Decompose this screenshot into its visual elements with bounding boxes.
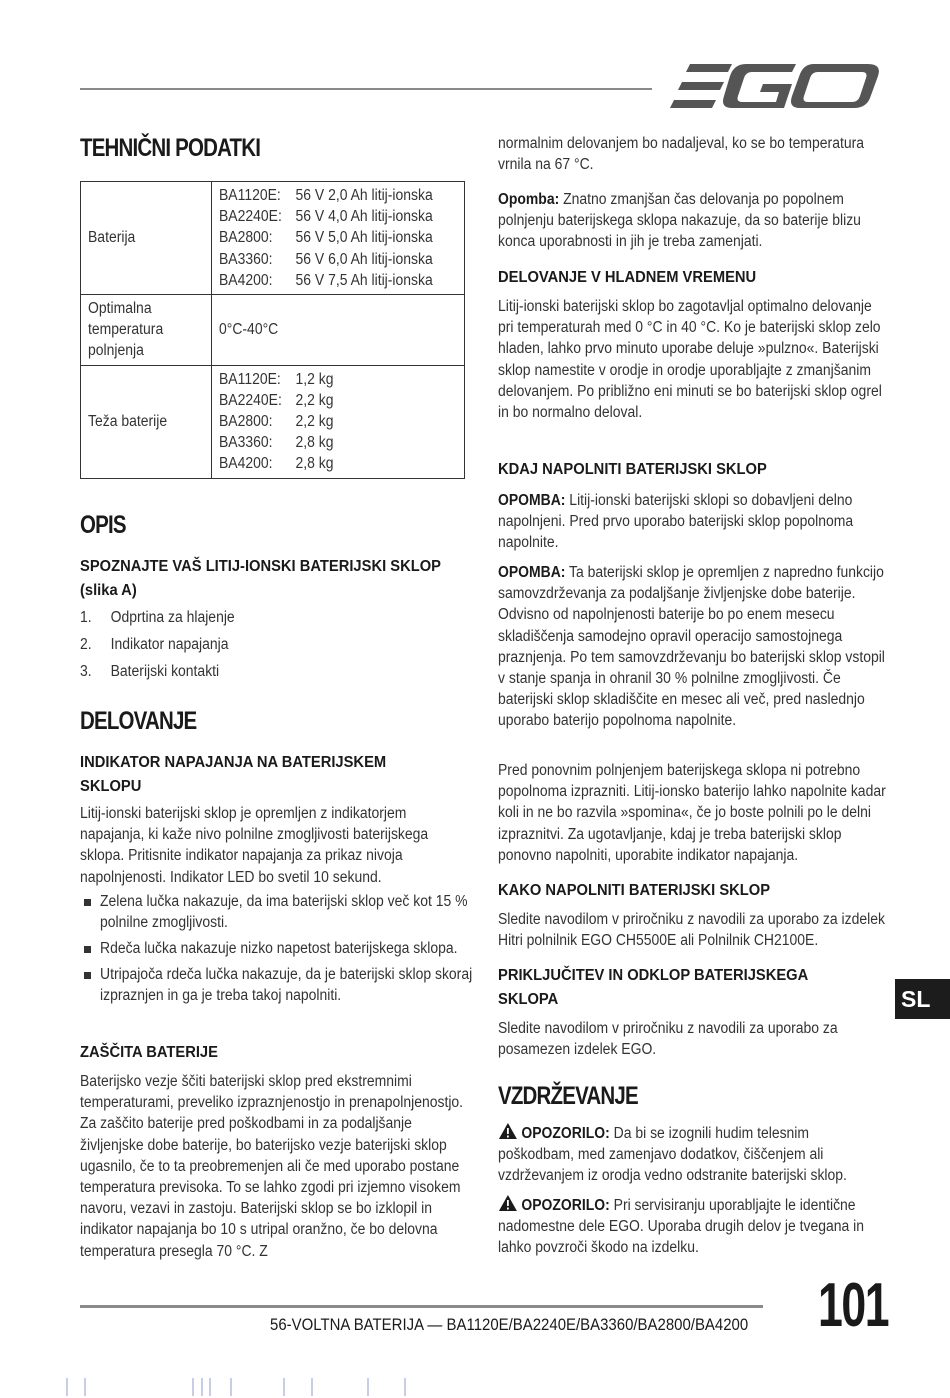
list-item: Rdeča lučka nakazuje nizko napetost baterijskega sklopa. xyxy=(80,938,472,959)
battery-spec: 56 V 4,0 Ah litij-ionska xyxy=(295,208,434,226)
weight-value: 1,2 kg xyxy=(295,370,334,388)
zascita-heading: ZAŠČITA BATERIJE xyxy=(80,1044,218,1061)
table-row xyxy=(81,182,465,295)
battery-spec: 56 V 5,0 Ah litij-ionska xyxy=(295,229,434,247)
battery-label: Baterija xyxy=(88,229,136,247)
kdaj-heading: KDAJ NAPOLNITI BATERIJSKI SKLOP xyxy=(498,461,767,478)
warning-2: OPOZORILO: Pri servisiranju uporabljajte le identične nadomestne dele EGO. Uporaba drugih delov je tvegana in lahko povzroči škodo na izdelku. xyxy=(498,1194,887,1259)
ponovno-text: Pred ponovnim polnjenjem baterijskega sklopa ni potrebno popolnoma izprazniti. Litij-ionsko baterijo lahko napolnite kadar koli in ne bo razvila »spomina«, če jo boste polnili po le delni izpraznitvi. Za ugotavljanje, kdaj je treba baterijski sklop ponovno napolniti, uporabite indikator napajanja. xyxy=(498,762,886,864)
list-item: Zelena lučka nakazuje, da ima baterijski sklop več kot 15 % polnilne zmogljivosti. xyxy=(80,891,472,933)
tech-data-table xyxy=(80,181,465,479)
list-item: 1. Odprtina za hlajenje xyxy=(80,609,235,626)
model-label: BA2240E: xyxy=(219,208,283,226)
weight-label: Teža baterije xyxy=(88,413,168,431)
continuation-text: normalnim delovanjem bo nadaljeval, ko se bo temperatura vrnila na 67 °C. xyxy=(498,135,865,174)
parts-list xyxy=(80,604,252,685)
opomba-note-2: OPOMBA: Litij-ionski baterijski sklopi so dobavljeni delno napolnjeni. Pred prvo uporabo baterijski sklop popolnoma napolnite. xyxy=(498,492,854,552)
bullet-icon xyxy=(84,899,91,906)
language-tab: SL xyxy=(895,979,950,1019)
weight-value: 2,8 kg xyxy=(295,434,334,452)
prikljucitev-text: Sledite navodilom v priročniku z navodili za uporabo za posamezen izdelek EGO. xyxy=(498,1020,838,1059)
battery-spec: 56 V 6,0 Ah litij-ionska xyxy=(295,250,434,268)
temp-value: 0°C-40°C xyxy=(219,321,279,339)
opis-title: OPIS xyxy=(80,511,126,539)
model-label: BA3360: xyxy=(219,434,274,452)
header-rule xyxy=(80,88,652,90)
list-item: 2. Indikator napajanja xyxy=(80,636,229,653)
bullet-icon xyxy=(84,946,91,953)
model-label: BA4200: xyxy=(219,271,274,289)
model-label: BA1120E: xyxy=(219,187,282,204)
weight-value: 2,2 kg xyxy=(295,413,334,431)
vzdrzevanje-title: VZDRŽEVANJE xyxy=(498,1082,638,1110)
kako-text: Sledite navodilom v priročniku z navodili za uporabo za izdelek Hitri polnilnik EGO CH5500E ali Polnilnik CH2100E. xyxy=(498,911,885,950)
tech-data-title: TEHNIČNI PODATKI xyxy=(80,134,261,162)
model-label: BA2800: xyxy=(219,413,274,431)
footer-rule xyxy=(80,1305,763,1308)
footer-text: 56-VOLTNA BATERIJA — BA1120E/BA2240E/BA3360/BA2800/BA4200 xyxy=(270,1315,749,1334)
delovanje-title: DELOVANJE xyxy=(80,707,197,735)
opomba-note-3: OPOMBA: Ta baterijski sklop je opremljen z napredno funkcijo samovzdrževanja za podaljšanje življenjske dobe baterije. Odvisno od napolnjenosti baterije bo po enem mesecu skladiščenja samodejno opravil operacijo samostojnega praznjenja. Po tem samovzdrževanju bo baterijski sklop vstopil v stanje spanja in ohranil 30 % polnilne zmogljivosti. Če baterijski sklop skladiščite en mesec ali več, pred naslednjo uporabo baterijo popolnoma napolnite. xyxy=(498,564,885,730)
ego-logo xyxy=(668,62,882,112)
spoznajte-heading: SPOZNAJTE VAŠ LITIJ-IONSKI BATERIJSKI SKLOP (slika A) xyxy=(80,558,441,599)
list-item: 3. Baterijski kontakti xyxy=(80,663,220,680)
table-row xyxy=(81,365,465,478)
warning-icon xyxy=(498,1122,518,1140)
temp-label: Optimalna xyxy=(88,300,152,318)
weight-value: 2,8 kg xyxy=(295,455,334,473)
zascita-text: Baterijsko vezje ščiti baterijski sklop pred ekstremnimi temperaturami, preveliko izpraznjenostjo in prenapolnjenostjo. Za zaščito baterije pred poškodbami in za podaljšanje življenjske dobe baterije, bo baterijsko vezje baterijski sklop ugasnilo, če to ta preobremenjen ali če med uporabo postane temperatura previsoka. To se lahko zgodi pri izjemno visokem navoru, vezavi in zastoju. Baterijski sklop se bo izklopil in indikator napajanja bo 10 s utripal oranžno, če bo delovna temperatura presegla 70 °C. Z xyxy=(80,1073,464,1260)
prikljucitev-heading: PRIKLJUČITEV IN ODKLOP BATERIJSKEGA SKLOPA xyxy=(498,967,809,1008)
list-item: Utripajoča rdeča lučka nakazuje, da je baterijski sklop skoraj izpraznjen in ga je treba takoj napolniti. xyxy=(80,964,472,1006)
temp-label: polnjenja xyxy=(88,342,144,360)
battery-spec: 56 V 7,5 Ah litij-ionska xyxy=(295,271,434,289)
opomba-note: Opomba: Znatno zmanjšan čas delovanja po popolnem polnjenju baterijskega sklopa nakazuje, da so baterije blizu konca uporabnosti in jih je treba zamenjati. xyxy=(498,191,861,251)
page-number: 101 xyxy=(818,1271,889,1340)
model-label: BA2240E: xyxy=(219,391,283,409)
weight-value: 2,2 kg xyxy=(295,391,334,409)
warning-1: OPOZORILO: Da bi se izognili hudim telesnim poškodbam, med zamenjavo dodatkov, čiščenjem ali vzdrževanjem iz orodja vedno odstranite baterijski sklop. xyxy=(498,1122,887,1187)
hladno-heading: DELOVANJE V HLADNEM VREMENU xyxy=(498,269,757,286)
temp-label: temperatura xyxy=(88,321,164,339)
table-row xyxy=(81,295,465,366)
indikator-heading: INDIKATOR NAPAJANJA NA BATERIJSKEM SKLOPU xyxy=(80,754,387,795)
model-label: BA3360: xyxy=(219,250,274,268)
model-label: BA2800: xyxy=(219,229,274,247)
battery-spec: 56 V 2,0 Ah litij-ionska xyxy=(295,187,434,204)
hladno-text: Litij-ionski baterijski sklop bo zagotavljal optimalno delovanje pri temperaturah med 0 °C in 40 °C. Ko je baterijski sklop zelo hladen, lahko prvo minuto uporabe deluje »pulzno«. Baterijski sklop namestite v orodje in orodje uporabljajte z zmanjšanim delovanjem. Po približno eni minuti se bo baterijski sklop ogrel in bo normalno deloval. xyxy=(498,298,882,422)
kako-heading: KAKO NAPOLNITI BATERIJSKI SKLOP xyxy=(498,882,771,899)
model-label: BA1120E: xyxy=(219,370,282,388)
model-label: BA4200: xyxy=(219,455,274,473)
indicator-bullets xyxy=(80,891,472,1011)
warning-icon xyxy=(498,1194,518,1212)
bullet-icon xyxy=(84,972,91,979)
indikator-text: Litij-ionski baterijski sklop je opremljen z indikatorjem napajanja, ki kaže nivo polnilne zmogljivosti baterijskega sklopa. Pritisnite indikator napajanja za prikaz nivoja napolnjenosti. Indikator LED bo svetil 10 sekund. xyxy=(80,805,429,886)
scan-marks xyxy=(0,1374,950,1398)
